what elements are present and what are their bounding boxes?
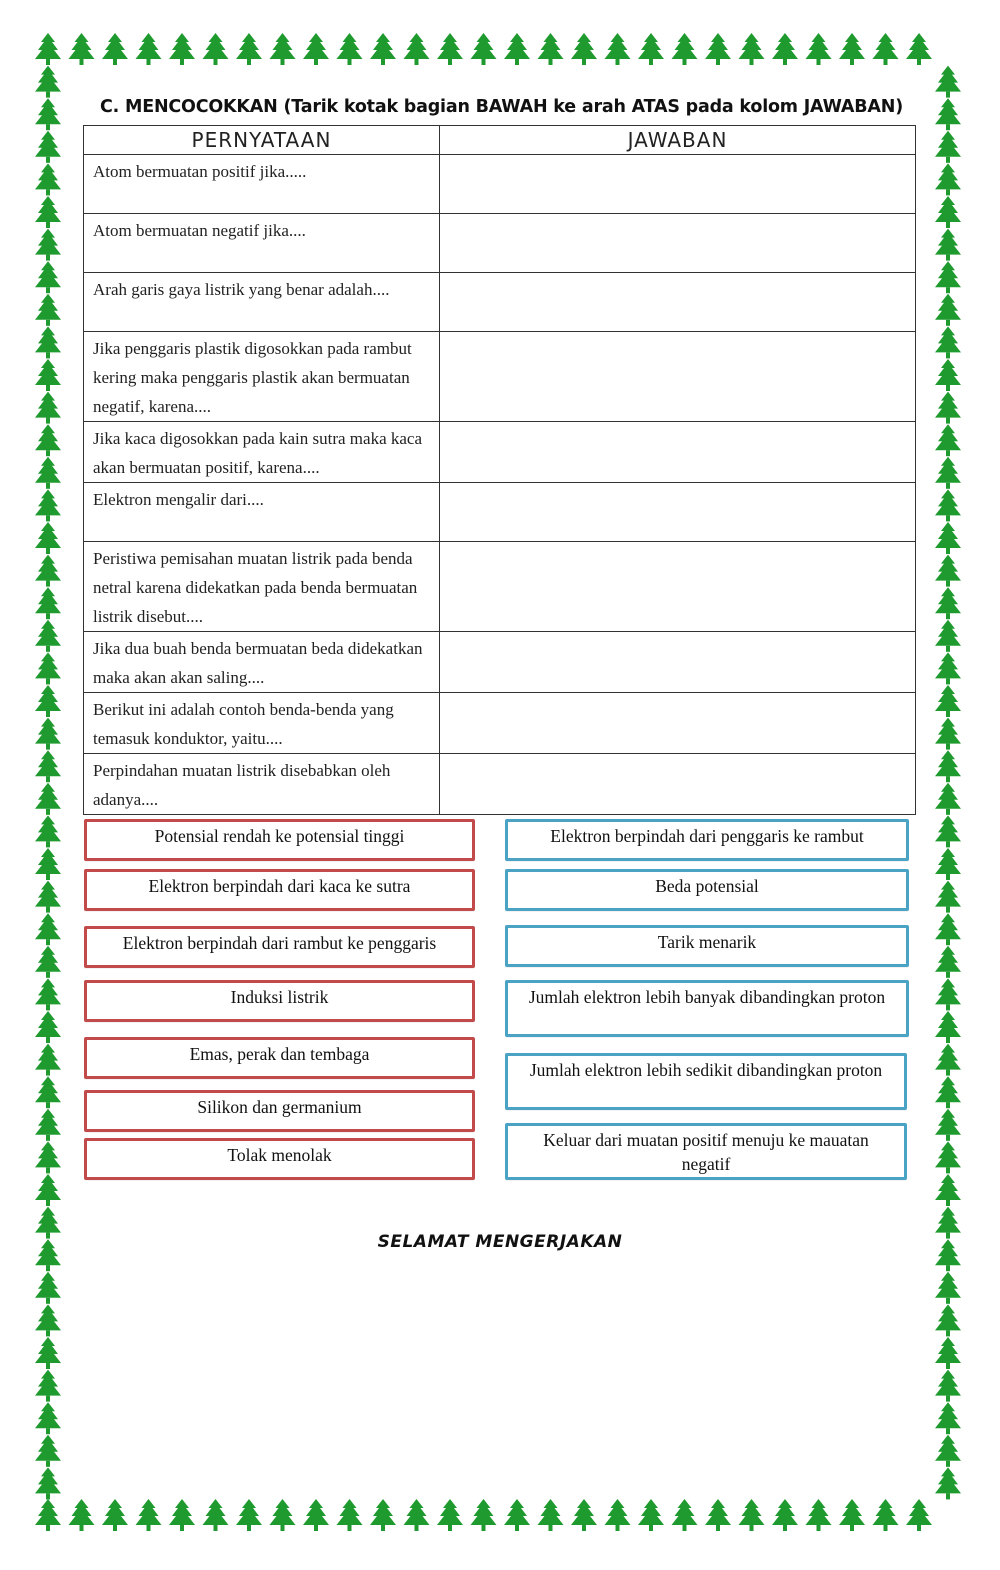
section-title: C. MENCOCOKKAN (Tarik kotak bagian BAWAH ke arah ATAS pada kolom JAWABAN) xyxy=(100,97,903,117)
pine-tree-icon xyxy=(935,620,961,652)
answer-drop-cell[interactable] xyxy=(440,754,916,815)
pine-tree-icon xyxy=(203,33,229,65)
pine-tree-icon xyxy=(102,33,128,65)
statement-cell: Elektron mengalir dari.... xyxy=(84,483,440,542)
pine-tree-icon xyxy=(35,913,61,945)
pine-tree-icon xyxy=(471,1499,497,1531)
pine-tree-icon xyxy=(935,489,961,521)
pine-tree-icon xyxy=(69,33,95,65)
pine-tree-icon xyxy=(35,783,61,815)
pine-tree-icon xyxy=(337,1499,363,1531)
pine-tree-icon xyxy=(935,66,961,98)
pine-tree-icon xyxy=(35,424,61,456)
pine-tree-icon xyxy=(437,1499,463,1531)
pine-tree-icon xyxy=(504,33,530,65)
pine-tree-icon xyxy=(935,1141,961,1173)
pine-tree-icon xyxy=(538,1499,564,1531)
pine-tree-icon xyxy=(303,1499,329,1531)
pine-tree-icon xyxy=(705,33,731,65)
answer-box-blue[interactable]: Tarik menarik xyxy=(505,925,909,967)
pine-tree-icon xyxy=(935,783,961,815)
pine-tree-icon xyxy=(35,750,61,782)
table-row xyxy=(84,754,916,815)
pine-tree-icon xyxy=(35,1272,61,1304)
pine-tree-icon xyxy=(538,33,564,65)
pine-tree-icon xyxy=(935,848,961,880)
pine-tree-icon xyxy=(35,261,61,293)
header-statement: PERNYATAAN xyxy=(84,126,440,155)
pine-tree-icon xyxy=(935,163,961,195)
pine-tree-icon xyxy=(35,163,61,195)
pine-tree-icon xyxy=(935,98,961,130)
pine-tree-icon xyxy=(270,33,296,65)
pine-tree-icon xyxy=(35,881,61,913)
pine-tree-icon xyxy=(35,1174,61,1206)
pine-tree-icon xyxy=(935,1076,961,1108)
pine-tree-icon xyxy=(935,131,961,163)
answer-box-red[interactable]: Elektron berpindah dari kaca ke sutra xyxy=(84,869,475,911)
pine-tree-icon xyxy=(935,522,961,554)
pine-tree-icon xyxy=(236,33,262,65)
pine-tree-icon xyxy=(571,33,597,65)
statement-cell: Arah garis gaya listrik yang benar adalah.... xyxy=(84,273,440,332)
pine-tree-icon xyxy=(35,587,61,619)
pine-tree-icon xyxy=(935,261,961,293)
pine-tree-icon xyxy=(638,1499,664,1531)
pine-tree-icon xyxy=(169,33,195,65)
pine-tree-icon xyxy=(935,718,961,750)
pine-tree-icon xyxy=(370,33,396,65)
pine-tree-icon xyxy=(437,33,463,65)
pine-tree-icon xyxy=(672,1499,698,1531)
pine-tree-icon xyxy=(270,1499,296,1531)
answer-box-blue[interactable]: Beda potensial xyxy=(505,869,909,911)
pine-tree-icon xyxy=(337,33,363,65)
pine-tree-icon xyxy=(873,1499,899,1531)
table-row xyxy=(84,214,916,273)
pine-tree-icon xyxy=(935,1109,961,1141)
table-row xyxy=(84,273,916,332)
pine-tree-icon xyxy=(935,326,961,358)
answer-drop-cell[interactable] xyxy=(440,483,916,542)
statement-cell: Peristiwa pemisahan muatan listrik pada benda netral karena didekatkan pada benda bermuatan listrik disebut.... xyxy=(84,542,440,632)
pine-tree-icon xyxy=(873,33,899,65)
pine-tree-icon xyxy=(935,652,961,684)
pine-tree-icon xyxy=(772,33,798,65)
answer-drop-cell[interactable] xyxy=(440,155,916,214)
pine-tree-icon xyxy=(136,33,162,65)
pine-tree-icon xyxy=(35,522,61,554)
pine-tree-icon xyxy=(806,1499,832,1531)
pine-tree-icon xyxy=(504,1499,530,1531)
pine-tree-icon xyxy=(35,946,61,978)
pine-tree-icon xyxy=(69,1499,95,1531)
answer-box-blue[interactable]: Elektron berpindah dari penggaris ke rambut xyxy=(505,819,909,861)
pine-tree-icon xyxy=(303,33,329,65)
pine-tree-icon xyxy=(35,718,61,750)
pine-tree-icon xyxy=(35,294,61,326)
pine-tree-icon xyxy=(935,1337,961,1369)
answer-drop-cell[interactable] xyxy=(440,632,916,693)
pine-tree-icon xyxy=(806,33,832,65)
pine-tree-icon xyxy=(35,229,61,261)
pine-tree-icon xyxy=(35,392,61,424)
pine-tree-icon xyxy=(772,1499,798,1531)
matching-table xyxy=(83,125,916,815)
pine-tree-icon xyxy=(35,1370,61,1402)
pine-tree-icon xyxy=(935,424,961,456)
pine-tree-icon xyxy=(935,196,961,228)
pine-tree-icon xyxy=(370,1499,396,1531)
pine-tree-icon xyxy=(404,33,430,65)
pine-tree-icon xyxy=(935,587,961,619)
statement-cell: Jika kaca digosokkan pada kain sutra maka kaca akan bermuatan positif, karena.... xyxy=(84,422,440,483)
pine-tree-icon xyxy=(935,946,961,978)
pine-tree-icon xyxy=(935,815,961,847)
pine-tree-icon xyxy=(102,1499,128,1531)
pine-tree-icon xyxy=(35,1435,61,1467)
pine-tree-icon xyxy=(35,978,61,1010)
answer-box-red[interactable]: Induksi listrik xyxy=(84,980,475,1022)
answer-drop-cell[interactable] xyxy=(440,693,916,754)
pine-tree-icon xyxy=(35,1109,61,1141)
answer-drop-cell[interactable] xyxy=(440,273,916,332)
answer-box-blue[interactable]: Keluar dari muatan positif menuju ke mauatan negatif xyxy=(505,1123,907,1180)
pine-tree-icon xyxy=(935,978,961,1010)
answer-box-red[interactable]: Potensial rendah ke potensial tinggi xyxy=(84,819,475,861)
table-row xyxy=(84,422,916,483)
table-row xyxy=(84,332,916,422)
answer-drop-cell[interactable] xyxy=(440,332,916,422)
pine-tree-icon xyxy=(672,33,698,65)
answer-box-red[interactable]: Elektron berpindah dari rambut ke penggaris xyxy=(84,926,475,968)
pine-tree-icon xyxy=(935,359,961,391)
pine-tree-icon xyxy=(839,33,865,65)
pine-tree-icon xyxy=(35,815,61,847)
pine-tree-icon xyxy=(35,326,61,358)
answer-box-red[interactable]: Silikon dan germanium xyxy=(84,1090,475,1132)
pine-tree-icon xyxy=(935,1011,961,1043)
answer-drop-cell[interactable] xyxy=(440,542,916,632)
pine-tree-icon xyxy=(404,1499,430,1531)
answer-box-red[interactable]: Tolak menolak xyxy=(84,1138,475,1180)
pine-tree-icon xyxy=(935,1174,961,1206)
pine-tree-icon xyxy=(935,1467,961,1499)
pine-tree-icon xyxy=(236,1499,262,1531)
pine-tree-icon xyxy=(35,1337,61,1369)
pine-tree-icon xyxy=(839,1499,865,1531)
pine-tree-icon xyxy=(35,131,61,163)
pine-tree-icon xyxy=(906,1499,932,1531)
pine-tree-icon xyxy=(35,196,61,228)
statement-cell: Atom bermuatan negatif jika.... xyxy=(84,214,440,273)
pine-tree-icon xyxy=(35,1011,61,1043)
pine-tree-icon xyxy=(35,685,61,717)
pine-tree-icon xyxy=(605,1499,631,1531)
table-header-row xyxy=(84,126,916,155)
table-row xyxy=(84,483,916,542)
pine-tree-icon xyxy=(35,848,61,880)
pine-tree-icon xyxy=(935,1435,961,1467)
pine-tree-icon xyxy=(35,66,61,98)
statement-cell: Berikut ini adalah contoh benda-benda yang temasuk konduktor, yaitu.... xyxy=(84,693,440,754)
pine-tree-icon xyxy=(203,1499,229,1531)
pine-tree-icon xyxy=(638,33,664,65)
pine-tree-icon xyxy=(169,1499,195,1531)
pine-tree-icon xyxy=(935,1370,961,1402)
pine-tree-icon xyxy=(906,33,932,65)
pine-tree-icon xyxy=(935,392,961,424)
pine-tree-icon xyxy=(35,620,61,652)
pine-tree-icon xyxy=(605,33,631,65)
pine-tree-icon xyxy=(35,652,61,684)
pine-tree-icon xyxy=(739,33,765,65)
answer-box-red[interactable]: Emas, perak dan tembaga xyxy=(84,1037,475,1079)
header-answer: JAWABAN xyxy=(440,126,916,155)
pine-tree-icon xyxy=(35,1141,61,1173)
pine-tree-icon xyxy=(739,1499,765,1531)
pine-tree-icon xyxy=(935,1044,961,1076)
pine-tree-icon xyxy=(136,1499,162,1531)
pine-tree-icon xyxy=(935,1304,961,1336)
pine-tree-icon xyxy=(471,33,497,65)
table-row xyxy=(84,155,916,214)
table-row xyxy=(84,632,916,693)
pine-tree-icon xyxy=(571,1499,597,1531)
pine-tree-icon xyxy=(35,555,61,587)
answer-box-blue[interactable]: Jumlah elektron lebih sedikit dibandingkan proton xyxy=(505,1053,907,1110)
pine-tree-icon xyxy=(935,750,961,782)
pine-tree-icon xyxy=(705,1499,731,1531)
pine-tree-icon xyxy=(935,555,961,587)
statement-cell: Jika penggaris plastik digosokkan pada rambut kering maka penggaris plastik akan bermuatan negatif, karena.... xyxy=(84,332,440,422)
pine-tree-icon xyxy=(935,685,961,717)
statement-cell: Atom bermuatan positif jika..... xyxy=(84,155,440,214)
answer-drop-cell[interactable] xyxy=(440,422,916,483)
pine-tree-icon xyxy=(35,489,61,521)
pine-tree-icon xyxy=(35,1499,61,1531)
pine-tree-icon xyxy=(35,359,61,391)
pine-tree-icon xyxy=(935,913,961,945)
pine-tree-icon xyxy=(35,1304,61,1336)
answer-drop-cell[interactable] xyxy=(440,214,916,273)
table-row xyxy=(84,542,916,632)
pine-tree-icon xyxy=(35,1076,61,1108)
pine-tree-icon xyxy=(935,457,961,489)
closing-message: SELAMAT MENGERJAKAN xyxy=(377,1232,623,1252)
pine-tree-icon xyxy=(35,1402,61,1434)
pine-tree-icon xyxy=(35,33,61,65)
pine-tree-icon xyxy=(35,1044,61,1076)
table-row xyxy=(84,693,916,754)
pine-tree-icon xyxy=(935,229,961,261)
answer-box-blue[interactable]: Jumlah elektron lebih banyak dibandingkan proton xyxy=(505,980,909,1037)
pine-tree-icon xyxy=(935,881,961,913)
pine-tree-icon xyxy=(935,1272,961,1304)
pine-tree-icon xyxy=(35,457,61,489)
statement-cell: Perpindahan muatan listrik disebabkan oleh adanya.... xyxy=(84,754,440,815)
pine-tree-icon xyxy=(35,98,61,130)
statement-cell: Jika dua buah benda bermuatan beda didekatkan maka akan akan saling.... xyxy=(84,632,440,693)
pine-tree-icon xyxy=(935,1402,961,1434)
pine-tree-icon xyxy=(935,294,961,326)
pine-tree-icon xyxy=(35,1467,61,1499)
